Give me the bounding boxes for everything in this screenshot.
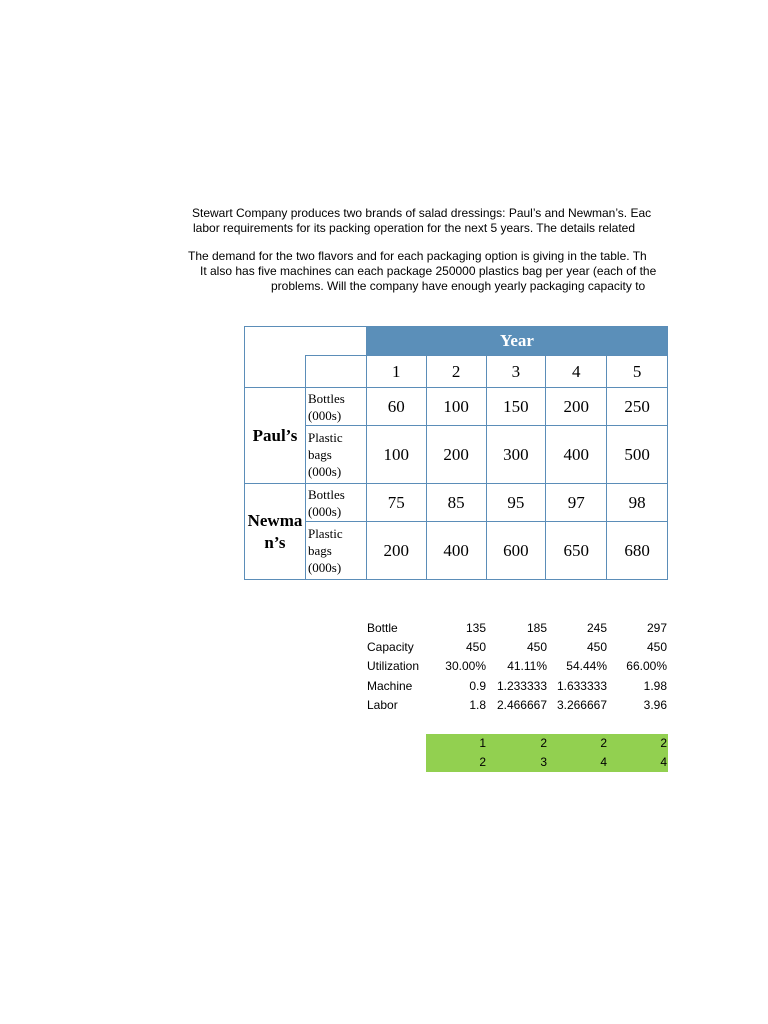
pack-line: bags <box>307 543 332 558</box>
calc-cell: 66.00% <box>626 659 667 673</box>
brand-label: n’s <box>264 532 286 552</box>
result-cell: 4 <box>600 755 607 769</box>
demand-cell: 650 <box>546 522 607 580</box>
result-cell: 4 <box>660 755 667 769</box>
pack-line: (000s) <box>307 407 342 423</box>
year-header: Year <box>366 327 667 356</box>
pack-line: bags <box>307 447 332 462</box>
intro-line-2: labor requirements for its packing operation for the next 5 years. The details related <box>193 221 636 235</box>
calc-cell: 297 <box>646 621 667 635</box>
pack-line: Plastic <box>307 526 343 541</box>
calc-cell: 135 <box>465 621 486 635</box>
demand-table <box>244 326 668 580</box>
pack-line: Bottles <box>307 486 345 502</box>
table-corner-right <box>305 356 366 388</box>
calc-cell: 1.8 <box>469 698 486 712</box>
pack-line: (000s) <box>307 503 342 519</box>
table-corner <box>245 327 367 356</box>
calc-cell: 450 <box>465 640 486 654</box>
calc-cell: 450 <box>586 640 607 654</box>
demand-cell: 100 <box>426 388 486 426</box>
table-corner-left <box>245 356 306 388</box>
demand-cell: 60 <box>366 388 426 426</box>
year-2: 2 <box>426 356 486 388</box>
demand-cell: 200 <box>366 522 426 580</box>
demand-cell: 85 <box>426 484 486 522</box>
demand-cell: 200 <box>546 388 607 426</box>
calc-cell: 3.266667 <box>556 698 607 712</box>
result-cell: 2 <box>600 736 607 750</box>
brand-newmans <box>245 484 306 580</box>
result-cell: 2 <box>540 736 547 750</box>
demand-cell: 400 <box>426 522 486 580</box>
calc-cell: 2.466667 <box>496 698 547 712</box>
calc-cell: 450 <box>646 640 667 654</box>
year-3: 3 <box>486 356 546 388</box>
demand-cell: 680 <box>607 522 668 580</box>
pack-type <box>305 522 366 580</box>
year-1: 1 <box>366 356 426 388</box>
pack-line: Bottles <box>307 390 345 406</box>
calc-cell: 185 <box>526 621 547 635</box>
pack-type <box>305 484 366 522</box>
demand-cell: 400 <box>546 426 607 484</box>
row-label: Machine <box>367 679 413 693</box>
result-cell: 2 <box>479 755 486 769</box>
demand-cell: 600 <box>486 522 546 580</box>
intro-line-4: It also has five machines can each package 250000 plastics bag per year (each of the <box>200 264 657 278</box>
year-5: 5 <box>607 356 668 388</box>
result-cell: 2 <box>660 736 667 750</box>
demand-cell: 300 <box>486 426 546 484</box>
brand-label: Paul’s <box>252 425 298 445</box>
brand-pauls <box>245 388 306 484</box>
calc-cell: 30.00% <box>445 659 486 673</box>
calc-cell: 1.633333 <box>556 679 607 693</box>
calc-cell: 450 <box>526 640 547 654</box>
intro-line-5: problems. Will the company have enough yearly packaging capacity to <box>271 279 646 293</box>
pack-type <box>305 388 366 426</box>
result-cell: 1 <box>479 736 486 750</box>
calc-cell: 54.44% <box>566 659 607 673</box>
brand-label: Newma <box>247 510 303 530</box>
demand-cell: 95 <box>486 484 546 522</box>
intro-line-1: Stewart Company produces two brands of salad dressings: Paul’s and Newman’s. Eac <box>192 206 652 220</box>
demand-cell: 500 <box>607 426 668 484</box>
demand-cell: 97 <box>546 484 607 522</box>
calc-cell: 1.233333 <box>496 679 547 693</box>
calc-cell: 41.11% <box>507 659 547 673</box>
calc-cell: 1.98 <box>643 679 667 693</box>
demand-cell: 150 <box>486 388 546 426</box>
demand-cell: 98 <box>607 484 668 522</box>
pack-line: (000s) <box>307 464 342 479</box>
demand-cell: 75 <box>366 484 426 522</box>
year-4: 4 <box>546 356 607 388</box>
row-label: Utilization <box>367 659 420 673</box>
pack-type <box>305 426 366 484</box>
intro-line-3: The demand for the two flavors and for each packaging option is giving in the table. Th <box>188 249 647 263</box>
demand-cell: 250 <box>607 388 668 426</box>
highlighted-results <box>426 734 668 772</box>
row-label: Capacity <box>367 640 414 654</box>
result-cell: 3 <box>540 755 547 769</box>
calc-cell: 0.9 <box>469 679 486 693</box>
demand-cell: 200 <box>426 426 486 484</box>
demand-cell: 100 <box>366 426 426 484</box>
pack-line: (000s) <box>307 560 342 575</box>
calc-cell: 245 <box>586 621 607 635</box>
pack-line: Plastic <box>307 430 343 445</box>
calc-cell: 3.96 <box>643 698 667 712</box>
row-label: Labor <box>367 698 398 712</box>
row-label: Bottle <box>367 621 398 635</box>
